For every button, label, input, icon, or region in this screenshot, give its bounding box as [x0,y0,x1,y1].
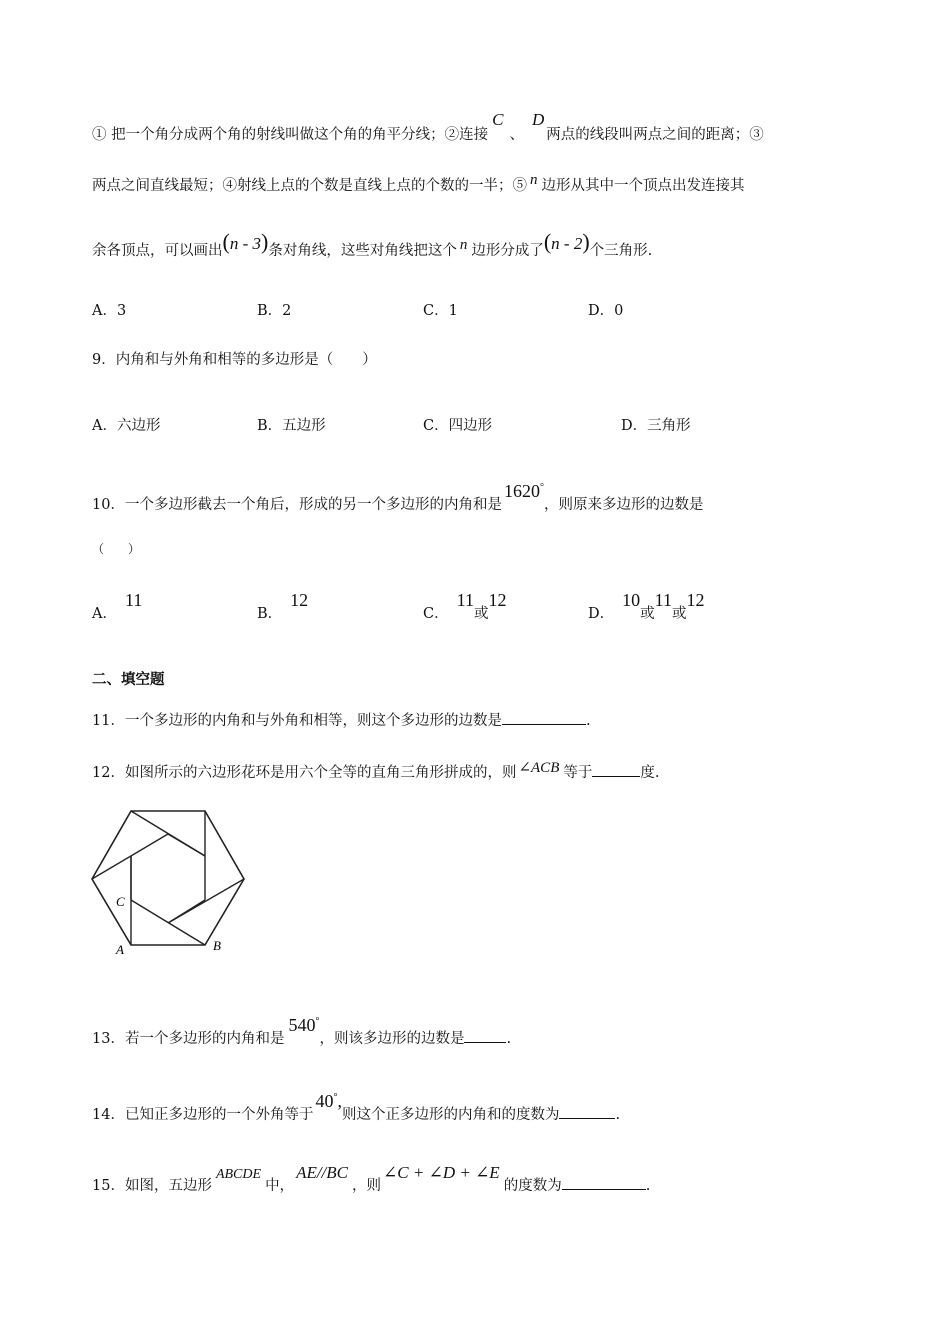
q8-line-2: 两点之间直线最短；④射线上点的个数是直线上点的个数的一半；⑤ n 边形从其中一个顶点出发连接其 [92,172,745,194]
q15-text: 15．如图，五边形ABCDE中，AE//BC，则∠C + ∠D + ∠E的度数为 . [92,1163,651,1194]
label-a: A [116,942,124,957]
section-title-fill-in: 二、填空题 [92,671,165,688]
inner-triangles [92,811,244,945]
q9-option-d[interactable]: D．三角形 [621,418,691,434]
q10-option-a[interactable]: A．11 [92,590,143,622]
q8-option-c[interactable]: C．1 [423,303,458,319]
q11-text: 11．一个多边形的内角和与外角和相等，则这个多边形的边数是 . [92,710,591,731]
symbol-c: C [492,110,504,129]
hexagon-garland-figure [88,806,250,958]
q14-text: 14．已知正多边形的一个外角等于40°,则这个正多边形的内角和的度数为 . [92,1091,621,1123]
q10-option-c[interactable]: C．11或12 [423,590,507,622]
q14-answer-blank[interactable] [559,1104,615,1119]
pentagon-abcde: ABCDE [215,1167,262,1182]
angle-acb: ∠ACB [518,760,560,776]
q8-option-a[interactable]: A．3 [92,303,127,319]
q9-option-c[interactable]: C．四边形 [423,418,493,434]
symbol-n: n [530,172,538,188]
q8-line-1: ① 把一个角分成两个角的射线叫做这个角的角平分线；②连接C、D两点的线段叫两点之间的距离；③ [92,110,764,143]
value-1620: 1620° [503,481,544,501]
q9-option-a[interactable]: A．六边形 [92,418,161,434]
label-b: B [213,938,221,953]
q9-text: 9．内角和与外角和相等的多边形是（ ） [92,352,377,368]
value-40: 40°, [315,1091,342,1111]
expr-n-minus-2: (n - 2) [543,229,590,254]
q8-option-d[interactable]: D．0 [588,303,624,319]
q10-option-b[interactable]: B．12 [257,590,309,622]
q8-line-3: 余各顶点，可以画出(n - 3)条对角线，这些对角线把这个 n 边形分成了(n - 2)个三角形. [92,229,653,259]
q12-answer-blank[interactable] [592,762,640,777]
q13-answer-blank[interactable] [464,1028,506,1043]
symbol-n-2: n [459,237,468,253]
q10-text: 10．一个多边形截去一个角后，形成的另一个多边形的内角和是1620°，则原来多边形的边数是 [92,481,704,513]
expr-n-minus-3: (n - 3) [222,229,269,254]
q10-paren: （ ） [92,542,141,556]
label-c: C [116,894,125,909]
value-540: 540° [288,1015,320,1035]
q10-option-d[interactable]: D．10或11或12 [588,590,705,622]
hexagon-outline [92,811,244,945]
ae-parallel-bc: AE//BC [296,1163,349,1182]
angle-sum-cde: ∠C + ∠D + ∠E [383,1163,500,1182]
q8-option-b[interactable]: B．2 [257,303,292,319]
q13-text: 13．若一个多边形的内角和是540°，则该多边形的边数是 . [92,1015,512,1047]
q11-answer-blank[interactable] [502,710,586,725]
symbol-d: D [531,110,545,129]
q9-option-b[interactable]: B．五边形 [257,418,326,434]
q12-text: 12．如图所示的六边形花环是用六个全等的直角三角形拼成的，则 ∠ACB 等于 度. [92,760,660,781]
q15-answer-blank[interactable] [562,1175,646,1190]
